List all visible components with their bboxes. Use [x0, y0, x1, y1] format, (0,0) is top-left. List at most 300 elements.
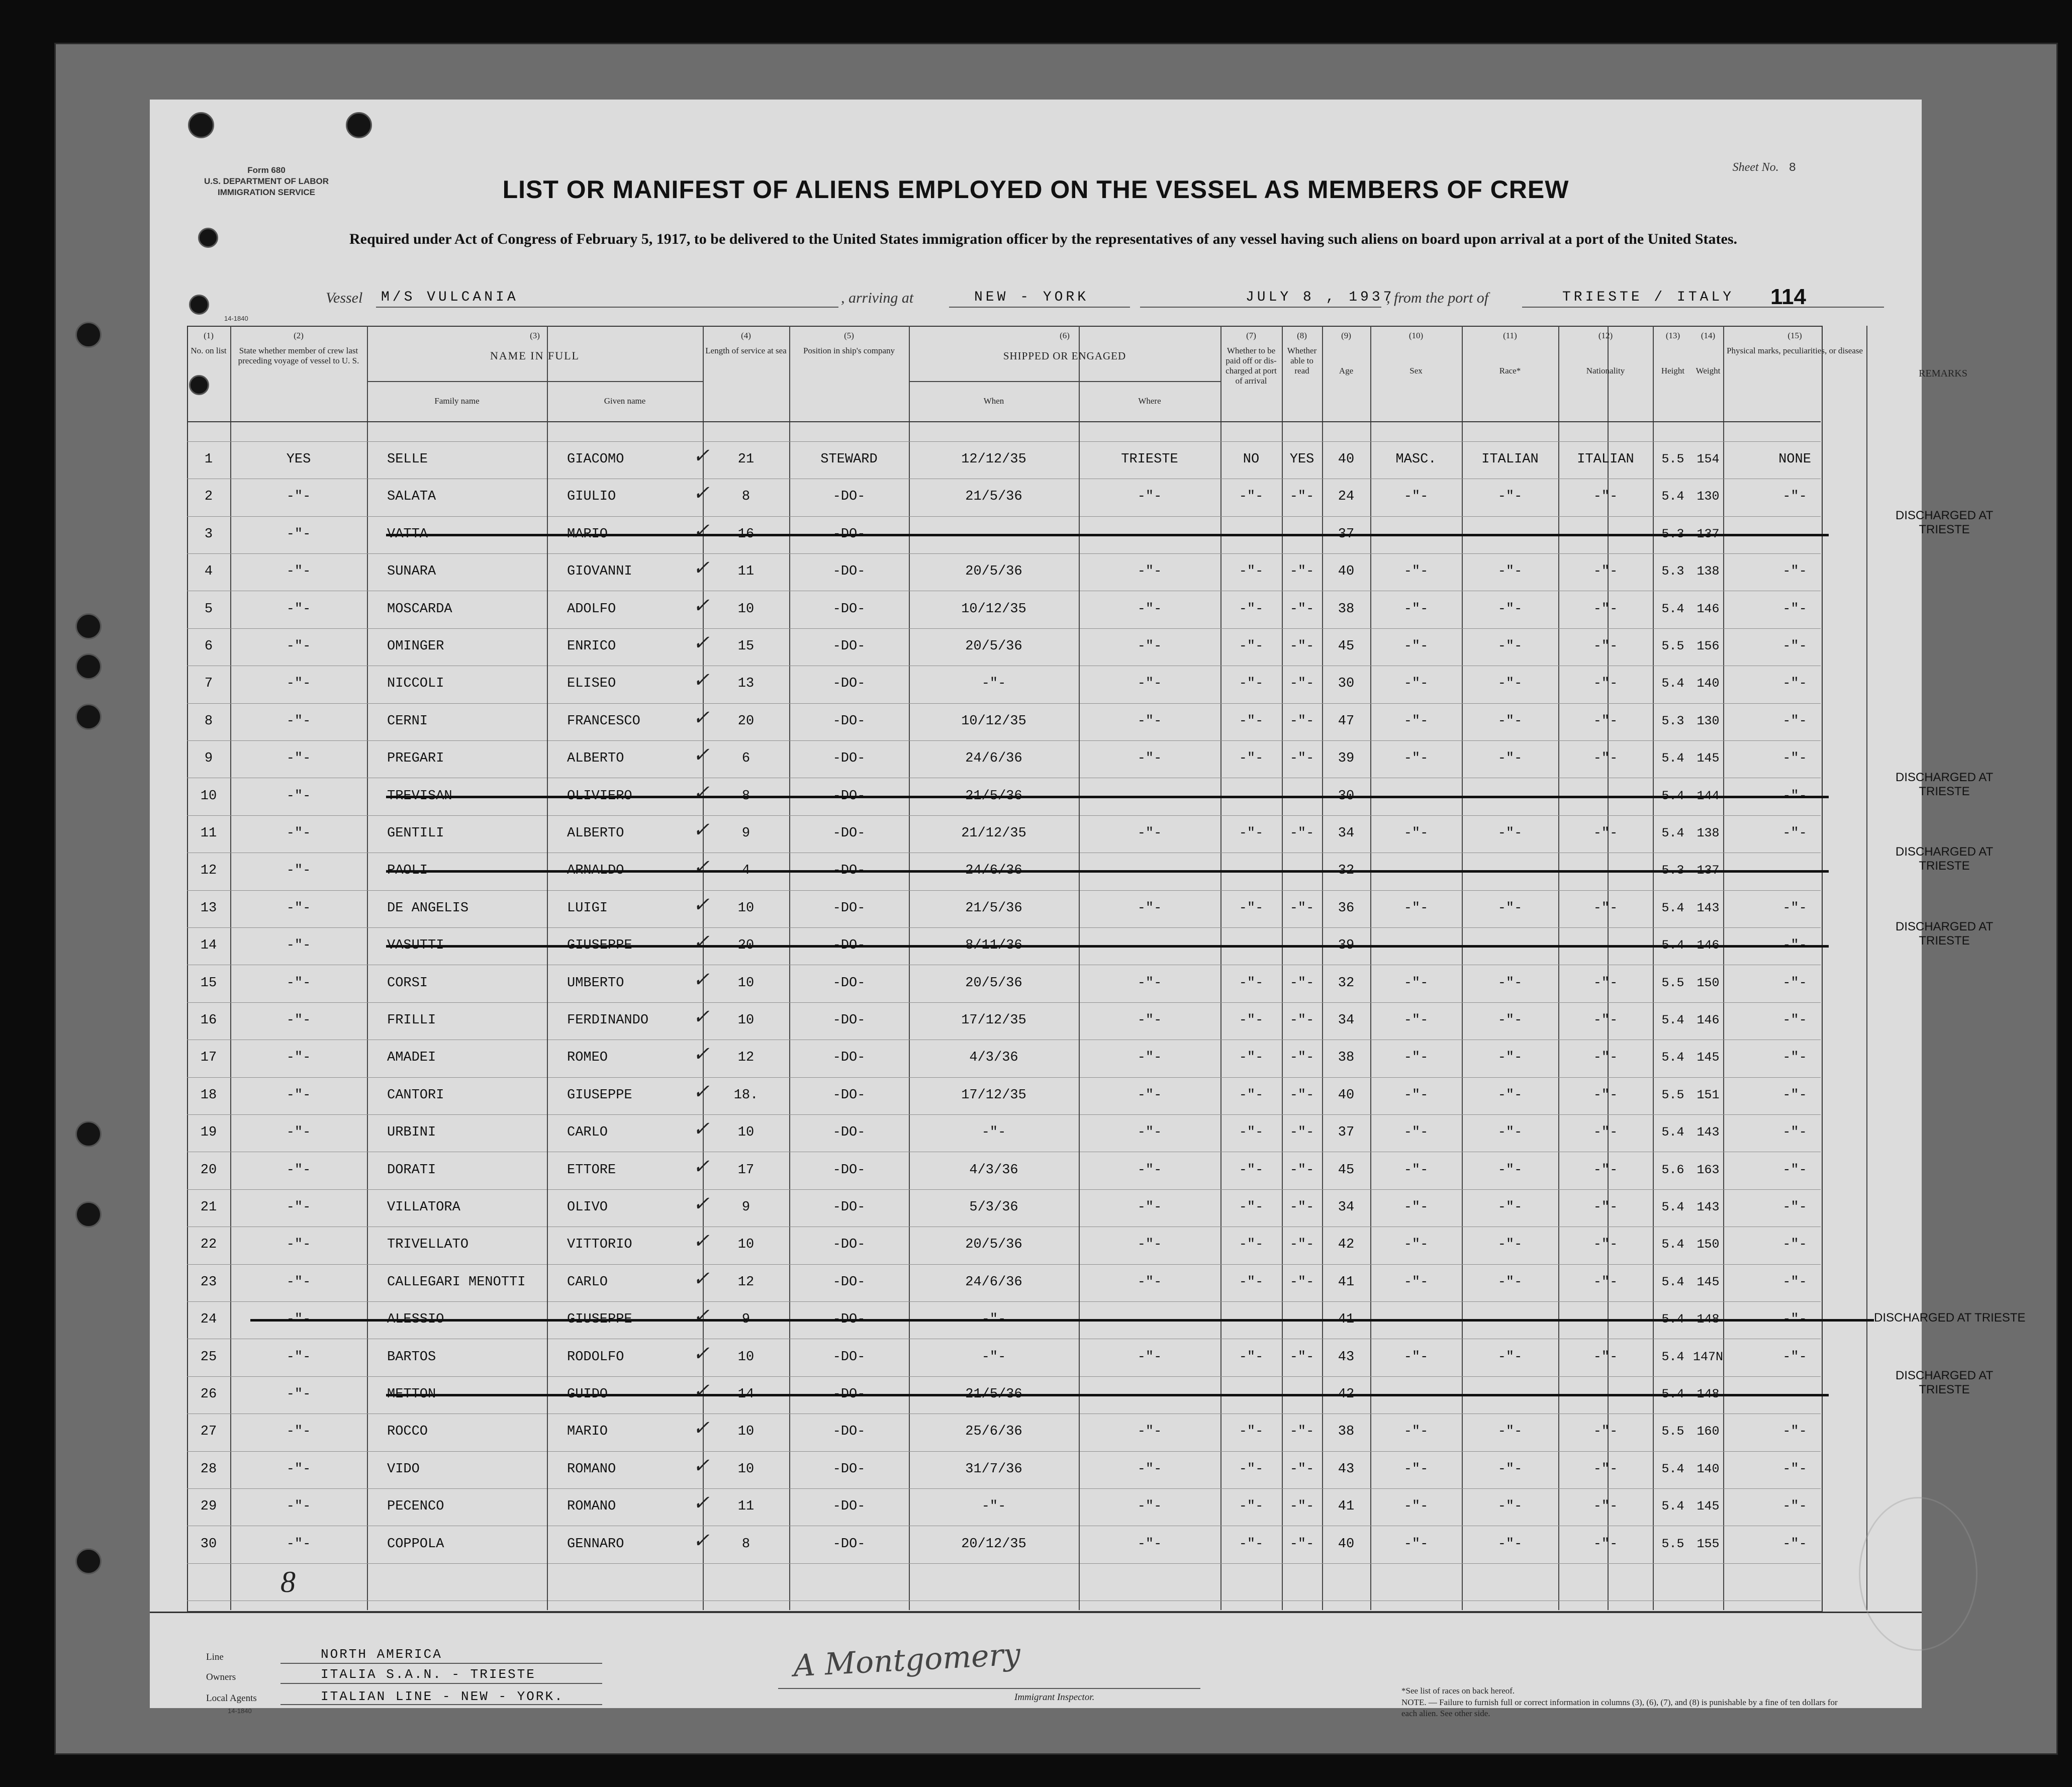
previous-voyage-cell: -"- — [286, 826, 311, 841]
strike-through-line — [386, 1394, 1829, 1396]
footer-divider — [150, 1612, 1922, 1613]
shipped-when-cell: 20/5/36 — [965, 564, 1022, 579]
height-cell: 5.4 — [1661, 1125, 1684, 1140]
weight-cell: 163 — [1697, 1163, 1720, 1177]
age-cell: 30 — [1338, 789, 1355, 804]
able-to-read-cell: -"- — [1289, 602, 1314, 617]
shipped-when-cell: 4/3/36 — [969, 1163, 1018, 1178]
shipped-when-cell: -"- — [981, 1350, 1006, 1365]
column-header-h13: Height — [1661, 366, 1685, 375]
position-cell: -DO- — [832, 938, 866, 953]
position-cell: -DO- — [832, 1088, 866, 1103]
race-cell: -"- — [1497, 1275, 1523, 1290]
service-length-cell: 6 — [741, 751, 750, 766]
page-subtitle: Required under Act of Congress of February 5, 1917, to be delivered to the United States immigration officer by the representatives of any vessel having such aliens on board upon arrival at a port of the United States. — [349, 231, 1737, 247]
height-cell: 5.4 — [1661, 602, 1684, 616]
family-name-cell: OMINGER — [387, 639, 444, 654]
position-cell: -DO- — [832, 639, 866, 654]
family-name-cell: SELLE — [387, 452, 428, 467]
physical-marks-cell: -"- — [1782, 1125, 1807, 1140]
table-row-divider — [187, 553, 1821, 554]
weight-cell: 146 — [1697, 602, 1720, 616]
check-mark-icon: ✓ — [693, 1192, 710, 1215]
shipped-when-cell: 21/5/36 — [965, 1387, 1022, 1402]
position-cell: -DO- — [832, 976, 866, 991]
column-header-when: When — [983, 396, 1004, 406]
given-name-cell: ELISEO — [567, 676, 616, 691]
given-name-cell: GIUSEPPE — [567, 1312, 632, 1327]
from-underline — [1522, 307, 1884, 308]
shipped-when-cell: 10/12/35 — [961, 602, 1026, 617]
shipped-where-cell: -"- — [1137, 1462, 1162, 1477]
family-name-cell: VILLATORA — [387, 1200, 460, 1215]
inspector-signature: A Montgomery — [792, 1637, 1021, 1684]
able-to-read-cell: -"- — [1289, 976, 1314, 991]
previous-voyage-cell: -"- — [286, 1350, 311, 1365]
position-cell: -DO- — [832, 602, 866, 617]
family-name-cell: BARTOS — [387, 1350, 436, 1365]
able-to-read-cell: -"- — [1289, 1237, 1314, 1252]
family-name-cell: SALATA — [387, 489, 436, 504]
shipped-when-cell: 12/12/35 — [961, 452, 1026, 467]
previous-voyage-cell: -"- — [286, 1462, 311, 1477]
row-number-cell: 27 — [200, 1424, 217, 1439]
check-mark-icon: ✓ — [693, 482, 710, 504]
table-column-divider — [1322, 326, 1323, 1610]
age-cell: 38 — [1338, 1424, 1355, 1439]
race-cell: -"- — [1497, 1050, 1523, 1065]
check-mark-icon: ✓ — [693, 1529, 710, 1552]
shipped-when-cell: 21/5/36 — [965, 789, 1022, 804]
inspector-label: Immigrant Inspector. — [1014, 1692, 1095, 1703]
weight-cell: 143 — [1697, 1125, 1720, 1140]
shipped-when-cell: 20/12/35 — [961, 1537, 1026, 1552]
shipped-when-cell: 24/6/36 — [965, 863, 1022, 878]
given-name-cell: GIULIO — [567, 489, 616, 504]
sex-cell: -"- — [1403, 1462, 1429, 1477]
family-name-cell: VATTA — [387, 527, 428, 542]
column-header-h2: State whether member of crew last preceding voyage of vessel to U. S. — [238, 346, 359, 365]
position-cell: -DO- — [832, 1237, 866, 1252]
row-number-cell: 26 — [200, 1387, 217, 1402]
weight-cell: 151 — [1697, 1088, 1720, 1102]
column-header-name: NAME IN FULL — [490, 349, 580, 362]
age-cell: 38 — [1338, 602, 1355, 617]
sex-cell: -"- — [1403, 489, 1429, 504]
shipped-where-cell: -"- — [1137, 602, 1162, 617]
physical-marks-cell: -"- — [1782, 1163, 1807, 1178]
shipped-when-cell: 24/6/36 — [965, 1275, 1022, 1290]
physical-marks-cell: -"- — [1782, 1013, 1807, 1028]
height-cell: 5.4 — [1661, 826, 1684, 840]
nationality-cell: -"- — [1593, 1462, 1618, 1477]
height-cell: 5.3 — [1661, 527, 1684, 541]
column-header-h12: Nationality — [1586, 366, 1625, 375]
punch-hole — [189, 295, 209, 315]
footnote-races: *See list of races on back hereof. — [1401, 1686, 1515, 1696]
shipped-where-cell: -"- — [1137, 639, 1162, 654]
given-name-cell: ROMANO — [567, 1462, 616, 1477]
family-name-cell: ROCCO — [387, 1424, 428, 1439]
age-cell: 42 — [1338, 1237, 1355, 1252]
column-number-h4: (4) — [741, 331, 751, 340]
column-number-h2: (2) — [294, 331, 304, 340]
check-mark-icon: ✓ — [693, 1417, 710, 1439]
table-column-divider — [1558, 326, 1559, 1610]
column-number-h5: (5) — [844, 331, 854, 340]
nationality-cell: -"- — [1593, 1200, 1618, 1215]
height-cell: 5.5 — [1661, 976, 1684, 990]
subheader-divider — [909, 381, 1220, 382]
given-name-cell: OLIVO — [567, 1200, 608, 1215]
row-number-cell: 20 — [200, 1163, 217, 1178]
race-cell: -"- — [1497, 1200, 1523, 1215]
age-cell: 30 — [1338, 676, 1355, 691]
weight-cell: 160 — [1697, 1424, 1720, 1439]
shipped-where-cell: -"- — [1137, 1088, 1162, 1103]
sheet-label: Sheet No. — [1732, 161, 1779, 174]
owners-value: ITALIA S.A.N. - TRIESTE — [321, 1667, 536, 1682]
able-to-read-cell: -"- — [1289, 826, 1314, 841]
shipped-where-cell: TRIESTE — [1121, 452, 1178, 467]
position-cell: -DO- — [832, 751, 866, 766]
punch-hole — [75, 1201, 102, 1228]
form-number: Form 680 — [247, 165, 286, 175]
previous-voyage-cell: -"- — [286, 602, 311, 617]
weight-cell: 130 — [1697, 714, 1720, 728]
race-cell: -"- — [1497, 564, 1523, 579]
shipped-when-cell: 24/6/36 — [965, 751, 1022, 766]
line-underline — [280, 1663, 602, 1664]
race-cell: -"- — [1497, 1424, 1523, 1439]
physical-marks-cell: -"- — [1782, 1275, 1807, 1290]
shipped-when-cell: 5/3/36 — [969, 1200, 1018, 1215]
previous-voyage-cell: -"- — [286, 564, 311, 579]
previous-voyage-cell: -"- — [286, 863, 311, 878]
height-cell: 5.4 — [1661, 1350, 1684, 1364]
height-cell: 5.4 — [1661, 789, 1684, 803]
service-length-cell: 10 — [737, 1013, 755, 1028]
sheet-value: 8 — [1788, 161, 1796, 175]
sex-cell: -"- — [1403, 714, 1429, 729]
family-name-cell: DE ANGELIS — [387, 901, 469, 916]
column-number-h9: (9) — [1341, 331, 1351, 340]
check-mark-icon: ✓ — [693, 631, 710, 654]
service-length-cell: 9 — [741, 1312, 750, 1327]
age-cell: 39 — [1338, 938, 1355, 953]
service-length-cell: 14 — [737, 1387, 755, 1402]
age-cell: 40 — [1338, 1537, 1355, 1552]
punch-hole — [75, 1121, 102, 1147]
row-number-cell: 12 — [200, 863, 217, 878]
column-number-h6: (6) — [1060, 331, 1070, 340]
check-mark-icon: ✓ — [693, 1117, 710, 1140]
race-cell: -"- — [1497, 1163, 1523, 1178]
row-number-cell: 9 — [204, 751, 213, 766]
previous-voyage-cell: -"- — [286, 489, 311, 504]
weight-cell: 145 — [1697, 1275, 1720, 1289]
paid-off-cell: -"- — [1239, 602, 1264, 617]
line-label: Line — [206, 1652, 224, 1662]
age-cell: 45 — [1338, 639, 1355, 654]
table-column-divider — [1370, 326, 1371, 1610]
service-length-cell: 10 — [737, 1462, 755, 1477]
able-to-read-cell: -"- — [1289, 1013, 1314, 1028]
weight-cell: 138 — [1697, 826, 1720, 840]
table-row-divider — [187, 890, 1821, 891]
paid-off-cell: -"- — [1239, 1350, 1264, 1365]
row-number-cell: 11 — [200, 826, 217, 841]
strike-through-line — [386, 534, 1829, 536]
given-name-cell: VITTORIO — [567, 1237, 632, 1252]
age-cell: 34 — [1338, 1200, 1355, 1215]
able-to-read-cell: -"- — [1289, 1088, 1314, 1103]
height-cell: 5.5 — [1661, 1537, 1684, 1551]
column-number-h7: (7) — [1246, 331, 1256, 340]
table-row-divider — [187, 1301, 1821, 1302]
sex-cell: MASC. — [1395, 452, 1437, 467]
check-mark-icon: ✓ — [693, 1043, 710, 1065]
previous-voyage-cell: -"- — [286, 1424, 311, 1439]
paid-off-cell: -"- — [1239, 489, 1264, 504]
weight-cell: 138 — [1697, 564, 1720, 579]
family-name-cell: CORSI — [387, 976, 428, 991]
remark-cell: DISCHARGED AT TRIESTE — [1895, 920, 1994, 948]
column-header-h14: Weight — [1696, 366, 1721, 375]
check-mark-icon: ✓ — [693, 1155, 710, 1178]
row-number-cell: 2 — [204, 489, 213, 504]
given-name-cell: UMBERTO — [567, 976, 624, 991]
vessel-underline — [376, 307, 838, 308]
row-number-cell: 17 — [200, 1050, 217, 1065]
able-to-read-cell: -"- — [1289, 901, 1314, 916]
race-cell: -"- — [1497, 1013, 1523, 1028]
nationality-cell: -"- — [1593, 602, 1618, 617]
weight-cell: 143 — [1697, 1200, 1720, 1214]
able-to-read-cell: -"- — [1289, 714, 1314, 729]
previous-voyage-cell: -"- — [286, 1125, 311, 1140]
table-column-divider — [1608, 326, 1609, 1610]
shipped-when-cell: -"- — [981, 1312, 1006, 1327]
nationality-cell: -"- — [1593, 714, 1618, 729]
physical-marks-cell: -"- — [1782, 1499, 1807, 1514]
weight-cell: 155 — [1697, 1537, 1720, 1551]
weight-cell: 145 — [1697, 1050, 1720, 1065]
owners-label: Owners — [206, 1672, 236, 1682]
paid-off-cell: -"- — [1239, 1088, 1264, 1103]
punch-hole — [198, 228, 218, 248]
column-number-h8: (8) — [1297, 331, 1307, 340]
check-mark-icon: ✓ — [693, 1491, 710, 1514]
row-number-cell: 4 — [204, 564, 213, 579]
paid-off-cell: -"- — [1239, 1275, 1264, 1290]
position-cell: -DO- — [832, 489, 866, 504]
given-name-cell: MARIO — [567, 527, 608, 542]
row-number-cell: 8 — [204, 714, 213, 729]
column-header-h9: Age — [1339, 366, 1354, 375]
row-number-cell: 1 — [204, 452, 213, 467]
previous-voyage-cell: YES — [286, 452, 311, 467]
shipped-when-cell: 31/7/36 — [965, 1462, 1022, 1477]
port-underline — [949, 307, 1130, 308]
column-number-h1: (1) — [204, 331, 214, 340]
check-mark-icon: ✓ — [693, 1454, 710, 1477]
family-name-cell: SUNARA — [387, 564, 436, 579]
physical-marks-cell: -"- — [1782, 602, 1807, 617]
agents-underline — [280, 1704, 602, 1705]
age-cell: 45 — [1338, 1163, 1355, 1178]
age-cell: 32 — [1338, 976, 1355, 991]
previous-voyage-cell: -"- — [286, 639, 311, 654]
paid-off-cell: -"- — [1239, 826, 1264, 841]
shipped-where-cell: -"- — [1137, 1050, 1162, 1065]
nationality-cell: -"- — [1593, 1537, 1618, 1552]
family-name-cell: AMADEI — [387, 1050, 436, 1065]
check-mark-icon: ✓ — [693, 968, 710, 991]
shipped-where-cell: -"- — [1137, 564, 1162, 579]
weight-cell: 150 — [1697, 1237, 1720, 1252]
family-name-cell: FRILLI — [387, 1013, 436, 1028]
position-cell: -DO- — [832, 1387, 866, 1402]
manifest-sheet — [150, 100, 2026, 1718]
paid-off-cell: -"- — [1239, 901, 1264, 916]
shipped-where-cell: -"- — [1137, 751, 1162, 766]
weight-cell: 140 — [1697, 1462, 1720, 1476]
position-cell: -DO- — [832, 1312, 866, 1327]
height-cell: 5.4 — [1661, 1050, 1684, 1065]
nationality-cell: -"- — [1593, 1237, 1618, 1252]
able-to-read-cell: -"- — [1289, 676, 1314, 691]
given-name-cell: OLIVIERO — [567, 789, 632, 804]
weight-cell: 154 — [1697, 452, 1720, 466]
shipped-when-cell: 21/5/36 — [965, 489, 1022, 504]
race-cell: -"- — [1497, 1125, 1523, 1140]
race-cell: ITALIAN — [1481, 452, 1539, 467]
sex-cell: -"- — [1403, 1499, 1429, 1514]
punch-hole — [75, 322, 102, 348]
nationality-cell: -"- — [1593, 1424, 1618, 1439]
position-cell: -DO- — [832, 1200, 866, 1215]
paid-off-cell: -"- — [1239, 1462, 1264, 1477]
race-cell: -"- — [1497, 1462, 1523, 1477]
weight-cell: 137 — [1697, 863, 1720, 878]
table-column-divider — [909, 326, 910, 1610]
given-name-cell: GIUSEPPE — [567, 1088, 632, 1103]
table-row-divider — [187, 740, 1821, 741]
position-cell: -DO- — [832, 714, 866, 729]
able-to-read-cell: -"- — [1289, 1125, 1314, 1140]
service-length-cell: 10 — [737, 901, 755, 916]
height-cell: 5.5 — [1661, 1088, 1684, 1102]
check-mark-icon: ✓ — [693, 594, 710, 617]
position-cell: -DO- — [832, 863, 866, 878]
given-name-cell: LUIGI — [567, 901, 608, 916]
height-cell: 5.4 — [1661, 901, 1684, 915]
column-number-h10: (10) — [1408, 331, 1424, 340]
official-stamp — [1859, 1497, 1977, 1651]
from-label: , from the port of — [1386, 290, 1489, 306]
previous-voyage-cell: -"- — [286, 1013, 311, 1028]
shipped-where-cell: -"- — [1137, 1125, 1162, 1140]
race-cell: -"- — [1497, 639, 1523, 654]
table-column-divider — [1723, 326, 1724, 1610]
shipped-when-cell: -"- — [981, 676, 1006, 691]
form-code-top: 14-1840 — [224, 315, 248, 322]
height-cell: 5.4 — [1661, 1237, 1684, 1252]
race-cell: -"- — [1497, 1350, 1523, 1365]
previous-voyage-cell: -"- — [286, 1050, 311, 1065]
weight-cell: 148 — [1697, 1312, 1720, 1327]
sex-cell: -"- — [1403, 1424, 1429, 1439]
weight-cell: 156 — [1697, 639, 1720, 653]
family-name-cell: METTON — [387, 1387, 436, 1402]
sex-cell: -"- — [1403, 1537, 1429, 1552]
nationality-cell: -"- — [1593, 751, 1618, 766]
able-to-read-cell: -"- — [1289, 564, 1314, 579]
line-value: NORTH AMERICA — [321, 1647, 442, 1662]
previous-voyage-cell: -"- — [286, 1163, 311, 1178]
check-mark-icon: ✓ — [693, 556, 710, 579]
table-row-divider — [187, 1114, 1821, 1115]
previous-voyage-cell: -"- — [286, 751, 311, 766]
age-cell: 34 — [1338, 826, 1355, 841]
weight-cell: 145 — [1697, 751, 1720, 766]
row-number-cell: 10 — [200, 789, 217, 804]
nationality-cell: -"- — [1593, 826, 1618, 841]
physical-marks-cell: -"- — [1782, 639, 1807, 654]
position-cell: -DO- — [832, 1050, 866, 1065]
age-cell: 41 — [1338, 1499, 1355, 1514]
able-to-read-cell: -"- — [1289, 751, 1314, 766]
weight-cell: 146 — [1697, 1013, 1720, 1027]
check-mark-icon: ✓ — [693, 444, 710, 467]
physical-marks-cell: -"- — [1782, 1350, 1807, 1365]
age-cell: 43 — [1338, 1350, 1355, 1365]
family-name-cell: CERNI — [387, 714, 428, 729]
height-cell: 5.5 — [1661, 639, 1684, 653]
shipped-when-cell: 20/5/36 — [965, 639, 1022, 654]
nationality-cell: -"- — [1593, 564, 1618, 579]
sex-cell: -"- — [1403, 1200, 1429, 1215]
remark-cell: DISCHARGED AT TRIESTE — [1895, 845, 1994, 873]
shipped-where-cell: -"- — [1137, 489, 1162, 504]
weight-cell: 137 — [1697, 527, 1720, 541]
height-cell: 5.6 — [1661, 1163, 1684, 1177]
punch-hole — [75, 1548, 102, 1574]
table-column-divider — [1282, 326, 1283, 1610]
page-number: 114 — [1770, 285, 1806, 309]
shipped-where-cell: -"- — [1137, 1499, 1162, 1514]
given-name-cell: RODOLFO — [567, 1350, 624, 1365]
given-name-cell: ALBERTO — [567, 751, 624, 766]
service-length-cell: 12 — [737, 1050, 755, 1065]
punch-hole — [75, 704, 102, 730]
row-number-cell: 22 — [200, 1237, 217, 1252]
agents-label: Local Agents — [206, 1693, 257, 1704]
physical-marks-cell: -"- — [1782, 751, 1807, 766]
column-number-h11: (11) — [1503, 331, 1517, 340]
service-length-cell: 20 — [737, 938, 755, 953]
row-number-cell: 3 — [204, 527, 213, 542]
table-row-divider — [187, 516, 1821, 517]
height-cell: 5.4 — [1661, 1275, 1684, 1289]
shipped-where-cell: -"- — [1137, 826, 1162, 841]
shipped-when-cell: 10/12/35 — [961, 714, 1026, 729]
previous-voyage-cell: -"- — [286, 938, 311, 953]
service-name: IMMIGRATION SERVICE — [218, 187, 315, 197]
physical-marks-cell: -"- — [1782, 1237, 1807, 1252]
physical-marks-cell: -"- — [1782, 1088, 1807, 1103]
